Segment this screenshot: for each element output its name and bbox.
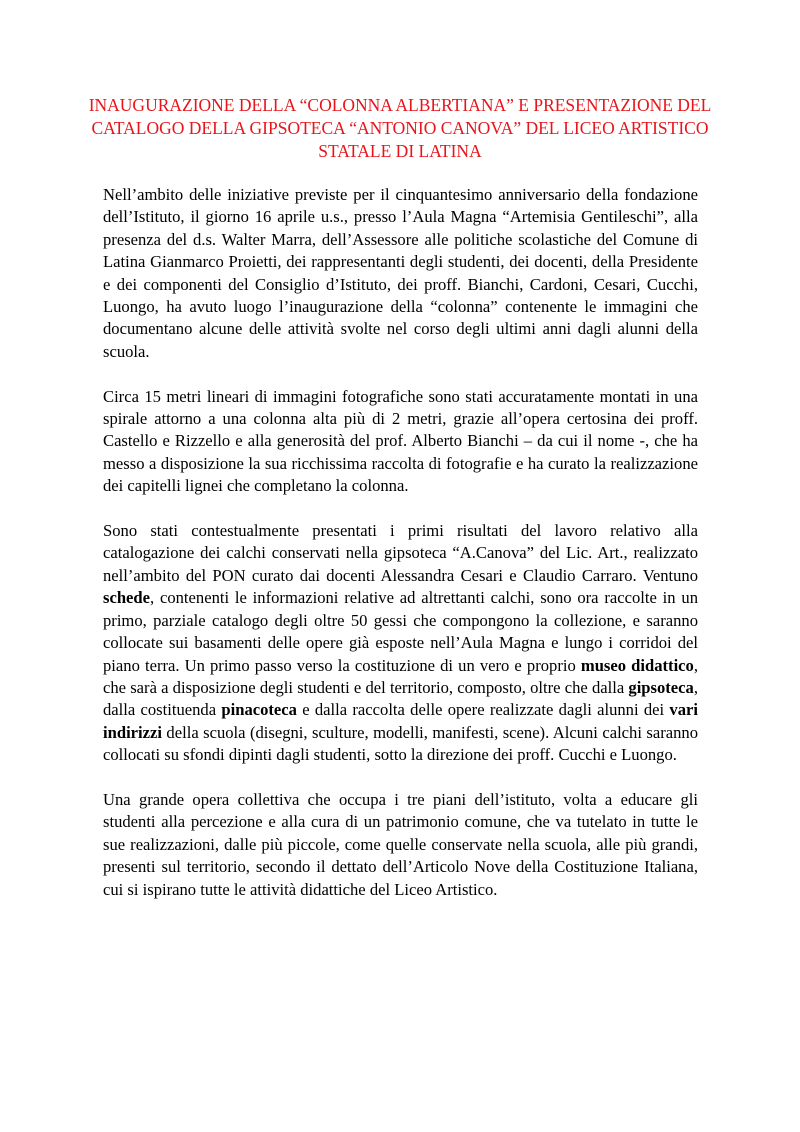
paragraph-3-text-2: , contenenti le informazioni relative ad altrettanti calchi, sono ora raccolte in un primo, parziale catalogo degli oltre 50 gessi che compongono la collezione, e saranno collocate sui basamenti delle opere già esposte nell’Aula Magna e lungo i corridoi del piano terra. Un primo passo verso la costituzione di un vero e proprio bbox=[103, 588, 698, 675]
paragraph-3-text-5: e dalla raccolta delle opere realizzate dagli alunni dei bbox=[296, 700, 670, 720]
document-body bbox=[103, 184, 698, 923]
paragraph-3 bbox=[103, 520, 698, 766]
paragraph-3-text-3: , che sarà a disposizione degli studenti e del territorio, composto, oltre che dalla bbox=[103, 655, 698, 697]
paragraph-3-text-6: della scuola (disegni, sculture, modelli, manifesti, scene). Alcuni calchi saranno collocati su sfondi dipinti dagli studenti, sotto la direzione dei proff. Cucchi e Luongo. bbox=[103, 722, 698, 765]
emphasis-schede: schede bbox=[103, 588, 151, 608]
paragraph-3-text-1: Sono stati contestualmente presentati i primi risultati del lavoro relativo alla catalogazione dei calchi conservati nella gipsoteca “A.Canova” del Lic. Art., realizzato nell’ambito del PON curato dai docenti Alessandra Cesari e Claudio Carraro. Ventuno bbox=[103, 521, 698, 585]
paragraph-1: Nell’ambito delle iniziative previste per il cinquantesimo anniversario della fondazione dell’Istituto, il giorno 16 aprile u.s., presso l’Aula Magna “Artemisia Gentileschi”, alla presenza del d.s. Walter Marra, dell’Assessore alle politiche scolastiche del Comune di Latina Gianmarco Proietti, dei rappresentanti degli studenti, dei docenti, della Presidente e dei componenti del Consiglio d’Istituto, dei proff. Bianchi, Cardoni, Cesari, Cucchi, Luongo, ha avuto luogo l’inaugurazione della “colonna” contenente le immagini che documentano alcune delle attività svolte nel corso degli ultimi anni dagli alunni della scuola. bbox=[103, 185, 698, 361]
document-title: INAUGURAZIONE DELLA “COLONNA ALBERTIANA” E PRESENTAZIONE DEL CATALOGO DELLA GIPSOTECA “ANTONIO CANOVA” DEL LICEO ARTISTICO STATALE DI LATINA bbox=[88, 95, 712, 161]
paragraph-4: Una grande opera collettiva che occupa i tre piani dell’istituto, volta a educare gli studenti alla percezione e alla cura di un patrimonio comune, che va tutelato in tutte le sue realizzazioni, dalle più piccole, come quelle conservate nella scuola, alle più grandi, presenti sul territorio, secondo il dettato dell’Articolo Nove della Costituzione Italiana, cui si ispirano tutte le attività didattiche del Liceo Artistico. bbox=[103, 789, 698, 899]
emphasis-pinacoteca: pinacoteca bbox=[221, 700, 297, 720]
paragraph-2: Circa 15 metri lineari di immagini fotografiche sono stati accuratamente montati in una spirale attorno a una colonna alta più di 2 metri, grazie all’opera certosina dei proff. Castello e Rizzello e alla generosità del prof. Alberto Bianchi – da cui il nome -, che ha messo a disposizione la sua ricchissima raccolta di fotografie e ha curato la realizzazione dei capitelli lignei che completano la colonna. bbox=[103, 386, 698, 496]
emphasis-gipsoteca: gipsoteca bbox=[628, 677, 694, 697]
emphasis-museo-didattico: museo didattico bbox=[580, 655, 694, 675]
paragraph-3-text-4: , dalla costituenda bbox=[103, 677, 698, 720]
emphasis-vari-indirizzi: vari indirizzi bbox=[103, 700, 698, 742]
